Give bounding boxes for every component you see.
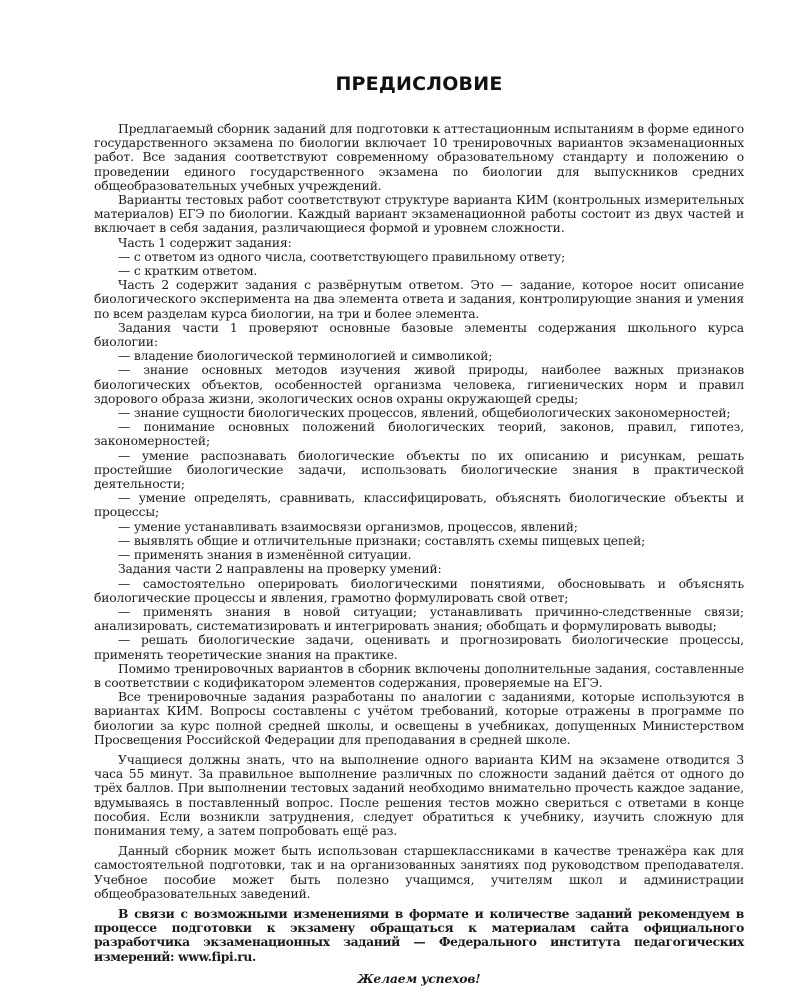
paragraph-intro: Предлагаемый сборник заданий для подготовки к аттестационным испытаниям в форме единого государственного экзамена по биологии включает 10 тренировочных вариантов экзаменационных работ. Все задания соответствуют современному образовательному стандарту и положению о проведении единого государственного экзамена по биологии для выпускников средних общеобразовательных учебных учреждений. — [94, 122, 744, 193]
list-item: — применять знания в изменённой ситуации. — [118, 548, 412, 563]
paragraph-extra-tasks: Помимо тренировочных вариантов в сборник включены дополнительные задания, составленные в соответствии с кодификатором элементов содержания, проверяемые на ЕГЭ. — [94, 661, 744, 690]
closing-wish: Желаем успехов! — [357, 970, 481, 986]
list-item: — умение распознавать биологические объекты по их описанию и рисункам, решать простейшие биологические задачи, использовать биологические знания в практической деятельности; — [94, 448, 744, 492]
paragraph-part1-checks: Задания части 1 проверяют основные базовые элементы содержания школьного курса биологии: — [94, 320, 744, 350]
list-item: — знание основных методов изучения живой природы, наиболее важных признаков биологических объектов, особенностей организма человека, гигиенических норм и правил здорового образа жизни, экологических основ охраны окружающей среды; — [94, 363, 744, 406]
preface-page — [94, 72, 744, 986]
list-item: — применять знания в новой ситуации; устанавливать причинно-следственные связи; анализировать, систематизировать и интегрировать знания; обобщать и формулировать выводы; — [94, 604, 744, 634]
list-item: — с ответом из одного числа, соответствующего правильному ответу; — [118, 249, 566, 264]
page-title: ПРЕДИСЛОВИЕ — [335, 73, 503, 95]
list-item: — знание сущности биологических процессов, явлений, общебиологических закономерностей; — [118, 406, 731, 421]
list-item: — умение определять, сравнивать, классифицировать, объяснять биологические объекты и процессы; — [94, 491, 744, 520]
list-item: — самостоятельно оперировать биологическими понятиями, обосновывать и объяснять биологические процессы и явления, грамотно формулировать свой ответ; — [94, 576, 744, 605]
list-item: — с кратким ответом. — [118, 264, 258, 279]
list-item: — владение биологической терминологией и символикой; — [118, 349, 493, 364]
paragraph-training-tasks: Все тренировочные задания разработаны по аналогии с заданиями, которые используются в вариантах КИМ. Вопросы составлены с учётом требований, которые отражены в программе по биологии за курс полной средней школы, и освещены в учебниках, допущенных Министерством Просвещения Российской Федерации для преподавания в средней школе. — [94, 690, 744, 747]
paragraph-exam-time: Учащиеся должны знать, что на выполнение одного варианта КИМ на экзамене отводится 3 часа 55 минут. За правильное выполнение различных по сложности заданий даётся от одного до трёх баллов. При выполнении тестовых заданий необходимо внимательно прочесть каждое задание, вдумываясь в поставленный вопрос. После решения тестов можно свериться с ответами в конце пособия. Если возникли затруднения, следует обратиться к учебнику, изучить сложную для понимания тему, а затем попробовать ещё раз. — [94, 752, 744, 838]
paragraph-part1-heading: Часть 1 содержит задания: — [118, 235, 292, 250]
list-item: — выявлять общие и отличительные признаки; составлять схемы пищевых цепей; — [118, 533, 646, 548]
paragraph-fipi-note: В связи с возможными изменениями в формате и количестве заданий рекомендуем в процессе подготовки к экзамену обращаться к материалам сайта официального разработчика экзаменационных заданий — Федерального института педагогических измерений: www.fipi.ru. — [94, 905, 744, 964]
list-item: — умение устанавливать взаимосвязи организмов, процессов, явлений; — [118, 519, 578, 534]
list-item: — решать биологические задачи, оценивать и прогнозировать биологические процессы, применять теоретические знания на практике. — [94, 633, 744, 662]
paragraph-usage: Данный сборник может быть использован старшеклассниками в качестве тренажёра как для самостоятельной подготовки, так и на организованных занятиях под руководством преподавателя. Учебное пособие может быть полезно учащимся, учителям школ и администрации общеобразовательных заведений. — [94, 844, 744, 901]
list-item: — понимание основных положений биологических теорий, законов, правил, гипотез, закономерностей; — [94, 420, 744, 449]
paragraph-part2-checks: Задания части 2 направлены на проверку умений: — [118, 562, 442, 577]
paragraph-part2: Часть 2 содержит задания с развёрнутым ответом. Это — задание, которое носит описание биологического эксперимента на два элемента ответа и задания, контролирующие знания и умения по всем разделам курса биологии, на три и более элемента. — [94, 278, 744, 321]
paragraph-variants: Варианты тестовых работ соответствуют структуре варианта КИМ (контрольных измерительных материалов) ЕГЭ по биологии. Каждый вариант экзаменационной работы состоит из двух частей и включает в себя задания, различающиеся формой и уровнем сложности. — [94, 193, 744, 236]
